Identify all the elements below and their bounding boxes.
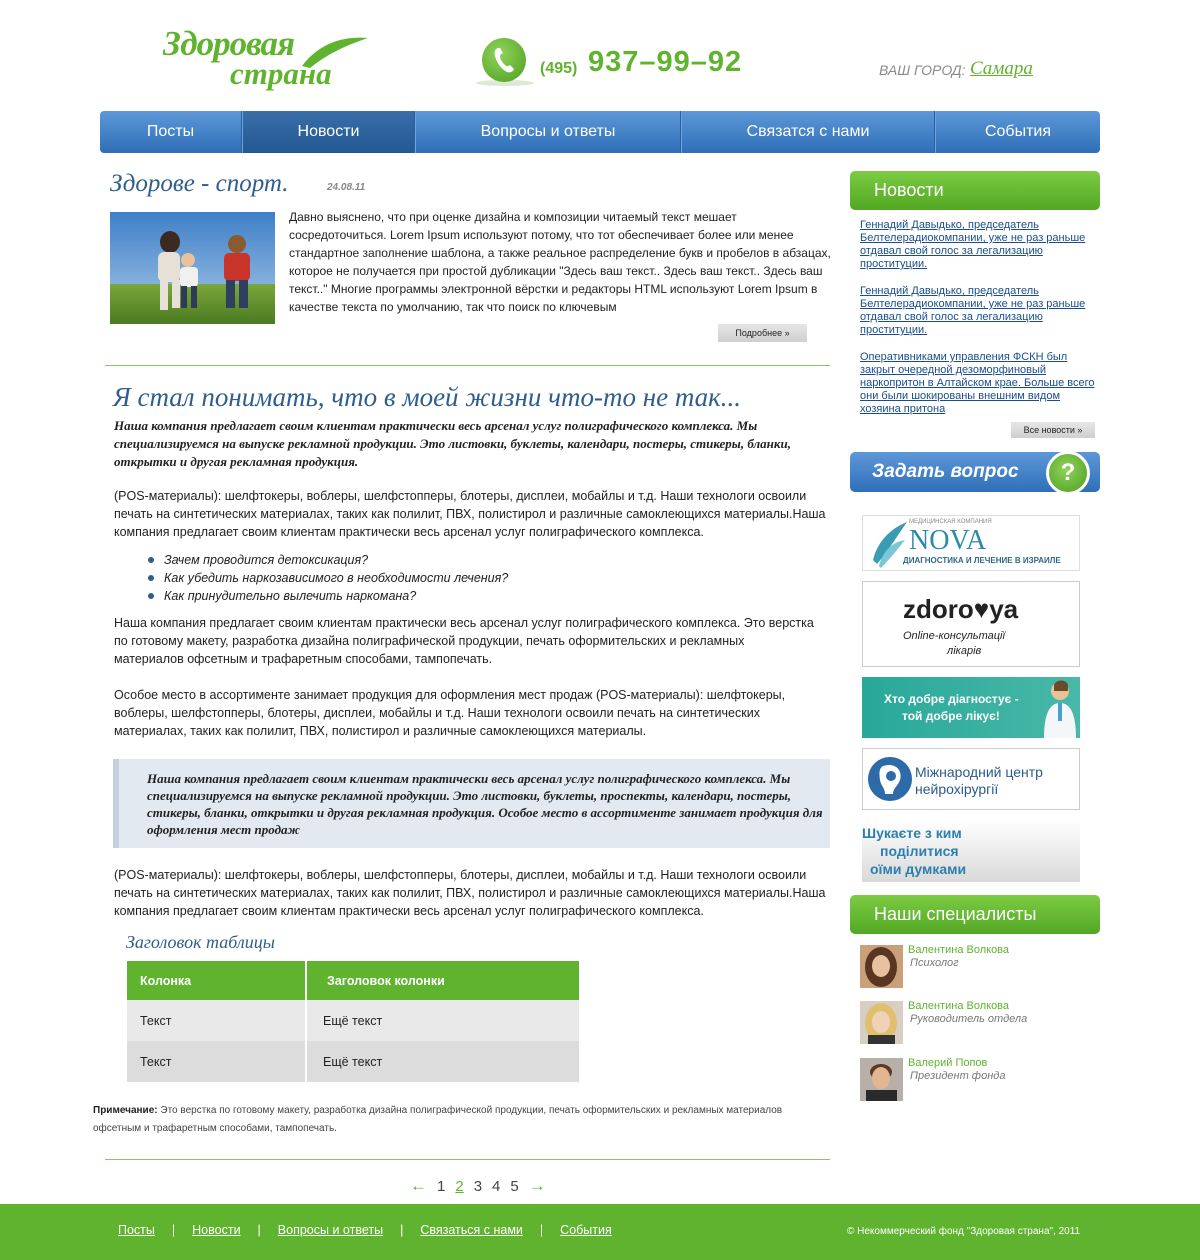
nova-tag: МЕДИЦИНСКАЯ КОМПАНИЯ: [909, 519, 992, 525]
table-header-cell: Заголовок колонки: [306, 961, 579, 1000]
footer-link-contact[interactable]: Связаться с нами: [420, 1223, 523, 1237]
divider: [105, 365, 830, 366]
article1-title[interactable]: Здорове - спорт.: [110, 170, 289, 197]
footer-link-posts[interactable]: Посты: [118, 1223, 155, 1237]
banner-nova[interactable]: [862, 515, 1080, 571]
sidebar-news-link[interactable]: Геннадий Давыдько, председатель Белтелерадиокомпании, уже не раз раньше отдавал свой голос за легализацию проституции.: [860, 285, 1086, 336]
avatar[interactable]: [860, 1058, 903, 1101]
note: [93, 1102, 813, 1138]
footer-link-events[interactable]: События: [560, 1223, 612, 1237]
specialist-role: Руководитель отдела: [910, 1013, 1028, 1025]
note-text: Это верстка по готовому макету, разработка дизайна полиграфической продукции, печать оформительских и рекламных материалов офсетным и трафаретным способами, тампопечать.: [93, 1105, 783, 1134]
zdorovya-sub1: Online-консультації: [903, 630, 1005, 642]
footer-separator: |: [257, 1223, 261, 1237]
article2-title: Я стал понимать, что в моей жизни что-то не так...: [113, 382, 742, 412]
list-item: Зачем проводится детоксикация?: [148, 551, 508, 569]
logo-line2: страна: [230, 56, 332, 91]
zdorovya-sub2: лікарів: [947, 645, 982, 657]
specialist-role: Президент фонда: [910, 1070, 1006, 1082]
article1-text: Давно выяснено, что при оценке дизайна и композиции читаемый текст мешает сосредоточиться. Lorem Ipsum используют потому, что тот обеспечивает более или менее стандартное заполнение шаблона, а также реальное распределение букв и пробелов в абзацах, которое не получается при простой дубликации "Здесь ваш текст.. Здесь ваш текст.. Здесь ваш текст.." Многие программы электронной вёрстки и редакторы HTML используют Lorem Ipsum в качестве текста по умолчанию, так что поиск по ключевым: [289, 210, 831, 314]
list-item: Как принудительно вылечить наркомана?: [148, 587, 508, 605]
sidebar-news-link[interactable]: Геннадий Давыдько, председатель Белтелерадиокомпании, уже не раз раньше отдавал свой голос за легализацию проституции.: [860, 219, 1086, 270]
article2-paragraph: Особое место в ассортименте занимает продукция для оформления мест продаж (POS-материалы): шелфтокеры, воблеры, шелфстопперы, блотеры, дисплеи, мобайлы и т.д. Наши технологи освоили печать на синтетических материалах, таких как полилит, ПВХ, полистирол и различные самоклеющихся материалы.: [114, 688, 786, 738]
page-link-current[interactable]: 2: [455, 1177, 464, 1195]
banner-diagnostics[interactable]: [862, 677, 1080, 738]
zdorovya-name: zdoro♥ya: [903, 594, 1019, 624]
city-selector[interactable]: Самара: [970, 58, 1033, 79]
blockquote: Наша компания предлагает своим клиентам практически весь арсенал услуг полиграфического комплекса. Мы специализируемся на выпуске рекламной продукции. Это листовки, буклеты, проспекты, календари, постеры, стикеры, бланки, открытки и другая рекламная продукция. Особое место в ассортименте занимает продукция для оформления мест продаж: [113, 759, 830, 848]
all-news-button[interactable]: Все новости »: [1011, 422, 1095, 438]
page-link[interactable]: 1: [437, 1177, 446, 1195]
article2-paragraph: Наша компания предлагает своим клиентам практически весь арсенал услуг полиграфического комплекса. Это верстка по готовому макету, разработка дизайна полиграфической продукции, печать оформительских и рекламных материалов офсетным и трафаретным способами, тампопечать.: [114, 616, 814, 666]
table-title: Заголовок таблицы: [126, 932, 275, 952]
list-item: Как убедить наркозависимого в необходимости лечения?: [148, 569, 508, 587]
banner-zdorovya[interactable]: [862, 581, 1080, 667]
diagnostics-text2: той добре лікує!: [902, 709, 1000, 723]
page-link[interactable]: 5: [510, 1177, 519, 1195]
table-row: [127, 1000, 579, 1041]
sidebar-news-link[interactable]: Оперативниками управления ФСКН был закрыт очередной дезоморфиновый наркопритон в Алтайском крае. Больше всего они были шокированы внешним видом хозяина притона: [860, 351, 1095, 415]
article2-lead: Наша компания предлагает своим клиентам практически весь арсенал услуг полиграфического комплекса. Мы специализируемся на выпуске рекламной продукции. Это листовки, буклеты, календари, постеры, стикеры, бланки, открытки и другая рекламная продукция.: [114, 418, 791, 469]
footer-nav: [118, 1223, 612, 1237]
article2-paragraph: (POS-материалы): шелфтокеры, воблеры, шелфстопперы, блотеры, дисплеи, мобайлы и т.д. Наши технологи освоили печать на синтетических материалах, таких как полилит, ПВХ, полистирол и различные самоклеющихся материалы.Наша компания предлагает своим клиентам практически весь арсенал услуг полиграфического комплекса.: [114, 489, 826, 539]
neuro-text1: Міжнародний центр: [915, 764, 1043, 780]
main-nav: [100, 111, 1100, 153]
nav-item-faq[interactable]: Вопросы и ответы: [415, 111, 681, 153]
page-link[interactable]: 4: [492, 1177, 501, 1195]
phone-code: (495): [540, 60, 578, 77]
table-cell: Текст: [127, 1000, 306, 1041]
sidebar-news-heading: Новости: [850, 171, 1100, 210]
nav-item-contact[interactable]: Связатся с нами: [681, 111, 935, 153]
share-text3: оїми думками: [870, 861, 967, 877]
footer-separator: |: [400, 1223, 404, 1237]
nav-item-posts[interactable]: Посты: [100, 111, 242, 153]
page-link[interactable]: 3: [473, 1177, 483, 1195]
share-text2: поділитися: [880, 843, 959, 859]
table-cell: Текст: [127, 1041, 306, 1082]
footer-separator: |: [171, 1223, 176, 1237]
doctor-icon: [1038, 677, 1078, 738]
banner-share[interactable]: [862, 820, 1080, 882]
diagnostics-text1: Хто добре діагностує -: [884, 692, 1019, 706]
copyright: © Некоммерческий фонд "Здоровая страна", 2011: [847, 1226, 1081, 1237]
nova-name: NOVA: [909, 525, 987, 556]
nova-sub: ДИАГНОСТИКА И ЛЕЧЕНИЕ В ИЗРАИЛЕ: [903, 556, 1061, 565]
table-cell: Ещё текст: [306, 1041, 579, 1082]
article2-paragraph: (POS-материалы): шелфтокеры, воблеры, шелфстопперы, блотеры, дисплеи, мобайлы и т.д. Наши технологи освоили печать на синтетических материалах, таких как полилит, ПВХ, полистирол и различные самоклеющихся материалы.Наша компания предлагает своим клиентам практически весь арсенал услуг полиграфического комплекса.: [114, 868, 826, 918]
banner-neurosurgery[interactable]: [862, 748, 1080, 810]
prev-page-arrow-icon[interactable]: ←: [410, 1176, 427, 1195]
specialist-name[interactable]: Валентина Волкова: [908, 1000, 1010, 1012]
neuro-text2: нейрохірургії: [915, 781, 999, 797]
table-cell: Ещё текст: [306, 1000, 579, 1041]
sidebar-specialists-heading: Наши специалисты: [850, 895, 1100, 934]
avatar[interactable]: [860, 945, 903, 988]
divider: [105, 1159, 830, 1160]
read-more-button[interactable]: Подробнее »: [718, 324, 807, 342]
nav-item-events[interactable]: События: [935, 111, 1100, 153]
neuro-head-icon: [867, 754, 913, 804]
specialist-name[interactable]: Валентина Волкова: [908, 944, 1010, 956]
pagination: [410, 1176, 546, 1196]
data-table: [127, 961, 579, 1082]
table-header-cell: Колонка: [127, 961, 306, 1000]
article2-bullet-list: [148, 551, 508, 605]
phone-number[interactable]: 937–99–92: [588, 46, 743, 78]
footer-link-faq[interactable]: Вопросы и ответы: [277, 1223, 384, 1237]
logo-line1: Здоровая: [163, 24, 295, 63]
share-text1: Шукаєте з ким: [862, 825, 962, 841]
question-icon[interactable]: ?: [1046, 451, 1090, 495]
table-row: [127, 1041, 579, 1082]
specialist-role: Психолог: [910, 957, 959, 969]
phone-icon: [482, 38, 526, 82]
ask-question-label: Задать вопрос: [872, 461, 1019, 482]
city-label: ВАШ ГОРОД:: [879, 62, 966, 78]
specialist-name[interactable]: Валерий Попов: [908, 1057, 988, 1069]
nav-item-news[interactable]: Новости: [242, 111, 415, 153]
table-header-row: [127, 961, 579, 1000]
footer-link-news[interactable]: Новости: [192, 1223, 241, 1237]
article1-date: 24.08.11: [327, 182, 366, 193]
article1-photo: [110, 212, 275, 324]
avatar[interactable]: [860, 1001, 903, 1044]
site-logo[interactable]: [160, 22, 370, 92]
footer-separator: |: [539, 1223, 544, 1237]
note-label: Примечание:: [93, 1105, 158, 1116]
next-page-arrow-icon[interactable]: →: [528, 1176, 546, 1195]
